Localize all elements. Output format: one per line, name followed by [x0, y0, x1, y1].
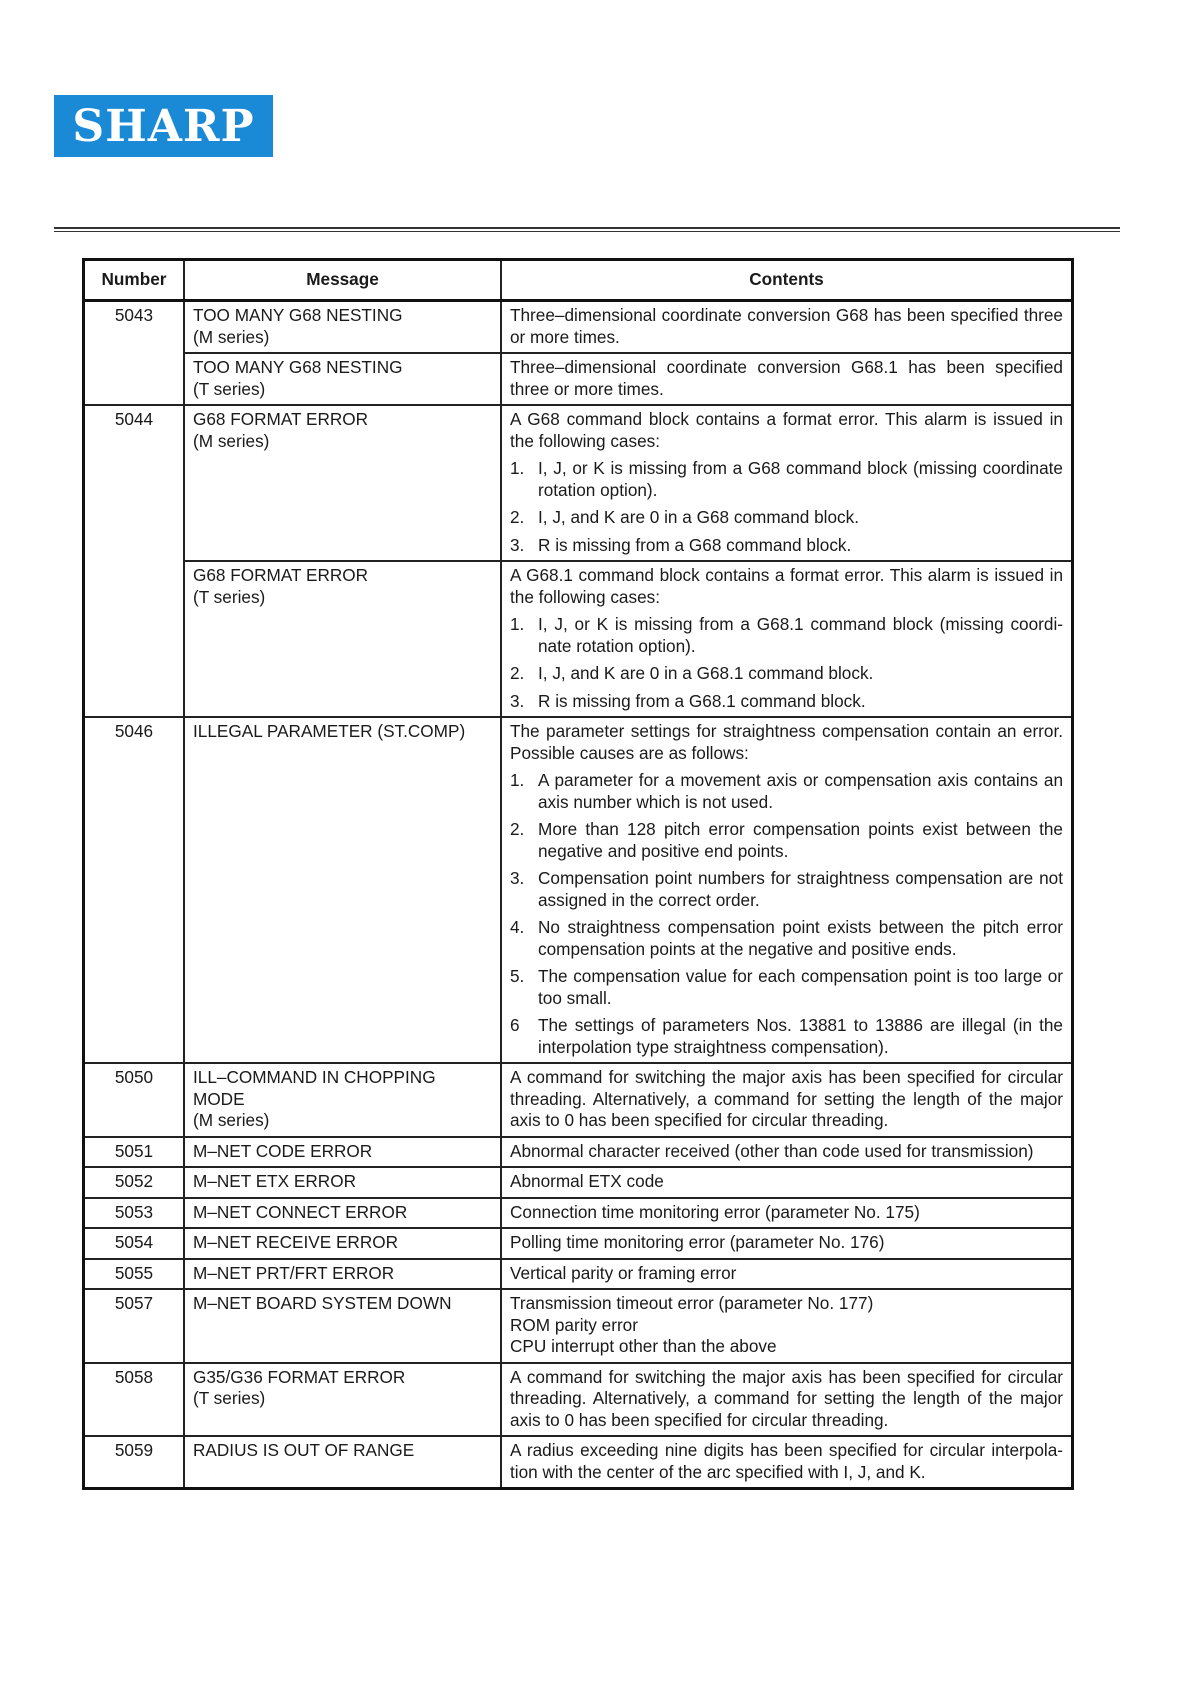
- message-line: (T series): [193, 378, 266, 399]
- list-item: [510, 507, 1063, 529]
- contents-line: CPU interrupt other than the above: [510, 1336, 777, 1356]
- list-item: [510, 691, 1063, 713]
- contents-line: ROM parity error: [510, 1314, 638, 1335]
- header-contents: Contents: [501, 260, 1073, 301]
- alarm-message: [184, 717, 501, 1063]
- alarm-message: [184, 1289, 501, 1363]
- alarm-contents: [501, 1137, 1073, 1168]
- alarm-message: [184, 1137, 501, 1168]
- alarm-number: 5053: [84, 1198, 185, 1229]
- message-line: G68 FORMAT ERROR: [193, 565, 369, 585]
- cause-list: [510, 614, 1063, 712]
- list-marker: 3.: [510, 690, 525, 711]
- table-row: [84, 1167, 1073, 1198]
- alarm-message: [184, 1259, 501, 1290]
- message-line: M–NET ETX ERROR: [193, 1171, 356, 1191]
- message-line: (M series): [193, 326, 270, 347]
- list-text: I, J, or K is missing from a G68 command block (missing coordinate rotation option).: [538, 458, 1063, 500]
- message-line: G68 FORMAT ERROR: [193, 409, 369, 429]
- list-marker: 4.: [510, 917, 525, 937]
- list-marker: 6: [510, 1015, 520, 1035]
- alarm-number: 5057: [84, 1289, 185, 1363]
- list-marker: 2.: [510, 507, 525, 527]
- list-text: Compensation point numbers for straightness compensation are not assigned in the correct order.: [538, 868, 1063, 910]
- list-marker: 1.: [510, 458, 525, 478]
- list-marker: 5.: [510, 966, 525, 986]
- table-row: [84, 301, 1073, 354]
- message-line: ILL–COMMAND IN CHOPPING: [193, 1067, 436, 1087]
- message-line: M–NET PRT/FRT ERROR: [193, 1262, 395, 1283]
- alarm-number: 5046: [84, 717, 185, 1063]
- header-message: Message: [184, 260, 501, 301]
- contents-text: Vertical parity or framing error: [510, 1262, 737, 1283]
- message-line: M–NET CODE ERROR: [193, 1140, 373, 1161]
- list-item: [510, 917, 1063, 960]
- header-rule: [54, 227, 1120, 229]
- contents-text: Three–dimensional coordinate conversion G68.1 has been specified three or more times.: [510, 357, 1063, 399]
- alarm-contents: [501, 1363, 1073, 1437]
- contents-text: A radius exceeding nine digits has been specified for circular interpola-tion with the center of the arc specified with I, J, and K.: [510, 1440, 1063, 1482]
- list-item: [510, 819, 1063, 862]
- list-text: No straightness compensation point exists between the pitch error compensation points at the negative and positive ends.: [538, 917, 1063, 959]
- table-row: [84, 561, 1073, 717]
- alarm-number: 5051: [84, 1137, 185, 1168]
- list-item: [510, 966, 1063, 1009]
- list-marker: 2.: [510, 819, 525, 839]
- contents-line: Transmission timeout error (parameter No. 177): [510, 1293, 874, 1313]
- list-item: [510, 614, 1063, 657]
- contents-text: Polling time monitoring error (parameter No. 176): [510, 1232, 885, 1252]
- table-row: [84, 1228, 1073, 1259]
- message-line: (T series): [193, 586, 266, 607]
- contents-text: Abnormal character received (other than code used for transmission): [510, 1140, 1034, 1161]
- list-marker: 1.: [510, 770, 525, 790]
- table-row: [84, 1436, 1073, 1489]
- table-row: [84, 353, 1073, 405]
- alarm-contents: [501, 561, 1073, 717]
- table-row: [84, 1137, 1073, 1168]
- list-marker: 1.: [510, 614, 525, 634]
- alarm-message: [184, 1198, 501, 1229]
- contents-text: A G68 command block contains a format error. This alarm is issued in the following cases:: [510, 409, 1063, 451]
- alarm-message: [184, 405, 501, 561]
- alarm-number: 5044: [84, 405, 185, 717]
- contents-text: Connection time monitoring error (parameter No. 175): [510, 1201, 920, 1222]
- contents-text: Abnormal ETX code: [510, 1171, 664, 1191]
- message-line: RADIUS IS OUT OF RANGE: [193, 1440, 415, 1460]
- alarm-message: [184, 1167, 501, 1198]
- alarm-message: [184, 1436, 501, 1489]
- table-row: [84, 1363, 1073, 1437]
- list-text: I, J, and K are 0 in a G68.1 command block.: [538, 663, 874, 683]
- contents-text: Three–dimensional coordinate conversion G68 has been specified three or more times.: [510, 305, 1063, 347]
- table-row: [84, 1063, 1073, 1137]
- alarm-contents: [501, 353, 1073, 405]
- message-line: M–NET BOARD SYSTEM DOWN: [193, 1293, 452, 1313]
- alarm-number: 5054: [84, 1228, 185, 1259]
- message-line: MODE: [193, 1088, 245, 1109]
- alarm-contents: [501, 1289, 1073, 1363]
- alarm-message: [184, 561, 501, 717]
- list-item: [510, 868, 1063, 911]
- table-row: [84, 1289, 1073, 1363]
- alarm-message: [184, 353, 501, 405]
- list-text: More than 128 pitch error compensation points exist between the negative and positive end points.: [538, 819, 1063, 861]
- alarm-contents: [501, 717, 1073, 1063]
- header-rule-thin: [54, 231, 1120, 232]
- message-line: TOO MANY G68 NESTING: [193, 305, 403, 325]
- message-line: TOO MANY G68 NESTING: [193, 357, 403, 377]
- list-item: [510, 535, 1063, 557]
- alarm-message: [184, 1063, 501, 1137]
- alarm-table-body: [84, 301, 1073, 1489]
- alarm-number: 5050: [84, 1063, 185, 1137]
- cause-list: [510, 458, 1063, 556]
- list-item: [510, 770, 1063, 813]
- contents-text: The parameter settings for straightness compensation contain an error. Possible causes are as follows:: [510, 721, 1063, 763]
- alarm-message: [184, 1228, 501, 1259]
- message-line: G35/G36 FORMAT ERROR: [193, 1366, 406, 1387]
- list-text: The compensation value for each compensation point is too large or too small.: [538, 966, 1063, 1008]
- table-row: [84, 717, 1073, 1063]
- logo-text: SHARP: [72, 100, 255, 152]
- alarm-contents: [501, 301, 1073, 354]
- alarm-contents: [501, 1198, 1073, 1229]
- alarm-number: 5043: [84, 301, 185, 406]
- alarm-contents: [501, 405, 1073, 561]
- table-row: [84, 1198, 1073, 1229]
- alarm-message: [184, 1363, 501, 1437]
- alarm-message: [184, 301, 501, 354]
- alarm-contents: [501, 1167, 1073, 1198]
- list-text: R is missing from a G68.1 command block.: [538, 690, 866, 711]
- table-header-row: [84, 260, 1073, 301]
- list-text: A parameter for a movement axis or compensation axis contains an axis number which is not used.: [538, 770, 1063, 812]
- alarm-contents: [501, 1228, 1073, 1259]
- list-item: [510, 458, 1063, 501]
- alarm-contents: [501, 1259, 1073, 1290]
- contents-text: A command for switching the major axis has been specified for circular threading. Alternatively, a command for setting the length of the major axis to 0 has been specified for circular threading.: [510, 1366, 1063, 1430]
- list-item: [510, 1015, 1063, 1058]
- list-text: I, J, and K are 0 in a G68 command block.: [538, 507, 859, 527]
- table-row: [84, 405, 1073, 561]
- list-marker: 3.: [510, 868, 525, 888]
- header-number: Number: [84, 260, 185, 301]
- message-line: (T series): [193, 1388, 266, 1408]
- contents-text: A command for switching the major axis has been specified for circular threading. Alternatively, a command for setting the length of the major axis to 0 has been specified for circular threading.: [510, 1067, 1063, 1130]
- list-item: [510, 663, 1063, 685]
- list-marker: 3.: [510, 534, 525, 555]
- alarm-contents: [501, 1063, 1073, 1137]
- alarm-number: 5055: [84, 1259, 185, 1290]
- list-text: The settings of parameters Nos. 13881 to 13886 are illegal (in the interpolation type straightness compensation).: [538, 1015, 1063, 1057]
- sharp-logo: [54, 95, 273, 157]
- message-line: M–NET RECEIVE ERROR: [193, 1232, 399, 1252]
- cause-list: [510, 770, 1063, 1058]
- alarm-number: 5058: [84, 1363, 185, 1437]
- message-line: (M series): [193, 430, 270, 451]
- list-text: R is missing from a G68 command block.: [538, 534, 852, 555]
- table-row: [84, 1259, 1073, 1290]
- message-line: M–NET CONNECT ERROR: [193, 1201, 408, 1222]
- list-text: I, J, or K is missing from a G68.1 command block (missing coordi-nate rotation option).: [538, 614, 1063, 656]
- alarm-number: 5059: [84, 1436, 185, 1489]
- list-marker: 2.: [510, 663, 525, 683]
- message-line: ILLEGAL PARAMETER (ST.COMP): [193, 721, 466, 741]
- message-line: (M series): [193, 1110, 270, 1130]
- alarm-table: [82, 258, 1074, 1490]
- alarm-number: 5052: [84, 1167, 185, 1198]
- alarm-contents: [501, 1436, 1073, 1489]
- contents-text: A G68.1 command block contains a format error. This alarm is issued in the following cases:: [510, 565, 1063, 607]
